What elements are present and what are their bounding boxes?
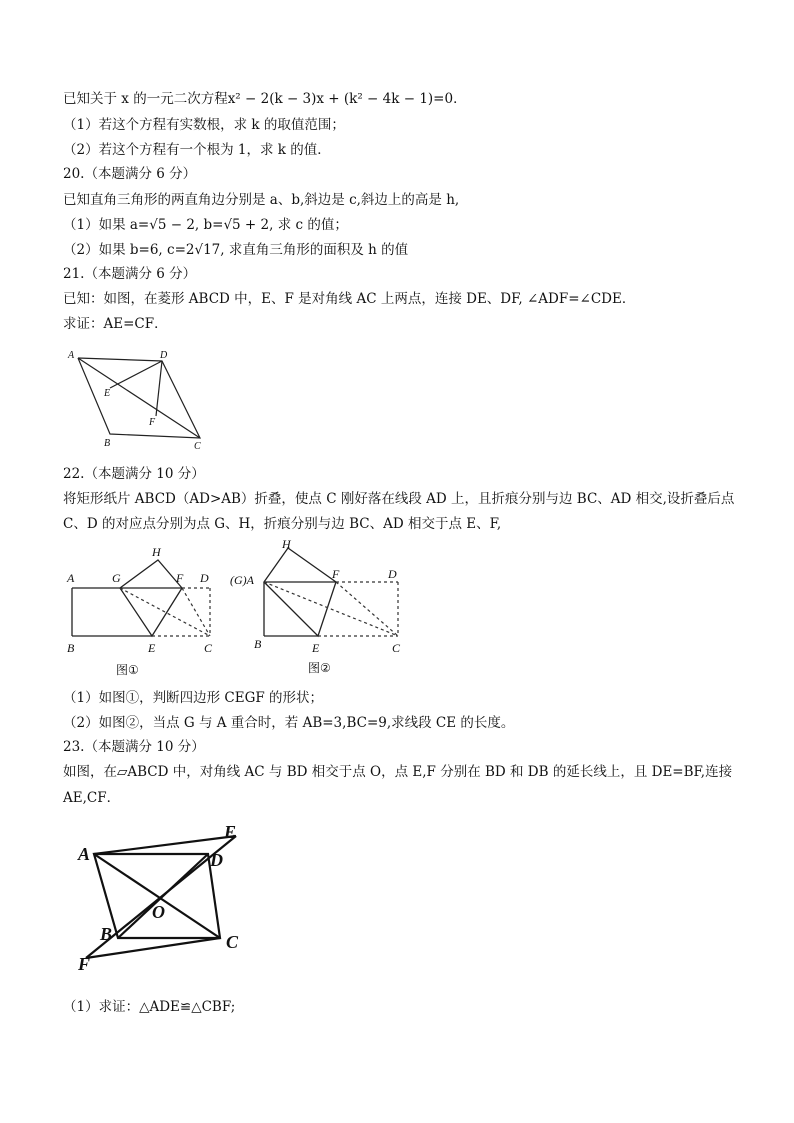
folded-flap	[120, 560, 182, 636]
problem-21-statement: 已知：如图，在菱形 ABCD 中，E、F 是对角线 AC 上两点，连接 DE、DF, ∠ADF=∠CDE．	[63, 291, 636, 307]
label-o: O	[152, 902, 165, 922]
rhombus-figure	[60, 348, 210, 456]
label-c: C	[226, 932, 239, 952]
label-e: E	[148, 641, 156, 655]
figure-22-2	[228, 532, 413, 680]
problem-21-heading: 21.（本题满分 6 分）	[63, 266, 197, 282]
parallelogram-figure	[72, 818, 262, 978]
label-b: B	[67, 641, 75, 655]
problem-22-part-1: （1）如图①，判断四边形 CEGF 的形状；	[63, 690, 324, 706]
label-d: D	[388, 567, 397, 581]
label-c: C	[194, 441, 201, 452]
label-d: D	[200, 571, 209, 585]
label-h: H	[282, 537, 291, 551]
problem-22-statement: 将矩形纸片 ABCD（AD>AB）折叠，使点 C 刚好落在线段 AD 上，且折痕分别与边 BC、AD 相交,设折叠后点	[63, 491, 735, 507]
label-f: F	[149, 417, 156, 428]
figure-22-1	[62, 540, 227, 680]
label-ga: (G)A	[230, 573, 254, 587]
problem-23-part-1: （1）求证：△ADE≌△CBF;	[63, 999, 236, 1015]
label-b: B	[100, 924, 113, 944]
diagonal-ac	[94, 854, 220, 938]
label-f: F	[78, 954, 91, 974]
problem-19-statement: 已知关于 x 的一元二次方程x² − 2(k − 3)x + (k² − 4k − 1)=0．	[63, 91, 467, 107]
label-b: B	[104, 438, 111, 449]
problem-22-heading: 22.（本题满分 10 分）	[63, 466, 205, 482]
diagonal-ac	[78, 358, 200, 438]
label-b: B	[254, 637, 262, 651]
problem-19-part-1: （1）若这个方程有实数根，求 k 的取值范围；	[63, 117, 345, 133]
segment-df	[156, 361, 162, 416]
label-c: C	[204, 641, 213, 655]
problem-22-part-2: （2）如图②，当点 G 与 A 重合时，若 AB=3,BC=9,求线段 CE 的长度。	[63, 715, 515, 731]
problem-20-heading: 20.（本题满分 6 分）	[63, 166, 197, 182]
label-g: G	[112, 571, 121, 585]
label-d: D	[210, 850, 223, 870]
folded-flap	[264, 548, 336, 636]
label-f: F	[176, 571, 184, 585]
label-h: H	[152, 545, 161, 559]
problem-22-statement-cont: C、D 的对应点分别为点 G、H，折痕分别与边 BC、AD 相交于点 E、F,	[63, 516, 502, 532]
label-a: A	[67, 571, 75, 585]
label-f: F	[332, 567, 340, 581]
caption-figure-2: 图②	[308, 661, 331, 675]
label-c: C	[392, 641, 401, 655]
problem-21-prove: 求证：AE=CF．	[63, 316, 168, 332]
problem-23-statement: 如图，在▱ABCD 中，对角线 AC 与 BD 相交于点 O，点 E,F 分别在 BD 和 DB 的延长线上，且 DE=BF,连接	[63, 764, 733, 780]
label-e: E	[312, 641, 320, 655]
label-a: A	[78, 844, 91, 864]
label-e: E	[224, 822, 237, 842]
label-e: E	[104, 388, 111, 399]
problem-20-statement: 已知直角三角形的两直角边分别是 a、b,斜边是 c,斜边上的高是 h,	[63, 192, 460, 208]
label-d: D	[160, 350, 168, 361]
label-a: A	[68, 350, 75, 361]
problem-23-heading: 23.（本题满分 10 分）	[63, 739, 205, 755]
problem-20-part-1: （1）如果 a=√5 − 2, b=√5 + 2, 求 c 的值；	[63, 217, 348, 233]
problem-23-statement-cont: AE,CF．	[63, 790, 121, 806]
segment-de	[110, 361, 162, 388]
caption-figure-1: 图①	[116, 663, 139, 677]
problem-19-part-2: （2）若这个方程有一个根为 1，求 k 的值．	[63, 142, 331, 158]
problem-20-part-2: （2）如果 b=6, c=2√17, 求直角三角形的面积及 h 的值	[63, 242, 409, 258]
